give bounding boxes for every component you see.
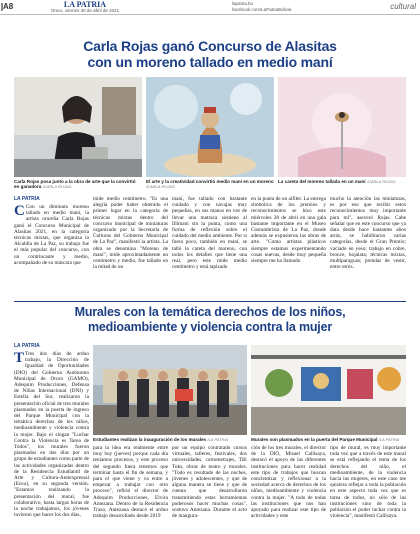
- header-accent-bar: [1, 3, 3, 11]
- article2-column-5-text: tipo de mural, es muy importante toda vez que a través de este mural se está reflejando el tema de los derechos del niño, el medioambiente, de la violencia hacia las mujeres, en este caso me quisiera reflejar a toda la población en este aspecto toda vez que es tarea de todos, no sólo de las instituciones sino de toda la población el poder luchar contra la violencia", manifestó Callisaya.: [330, 445, 406, 520]
- article1-column-2-text: mide medio centímetro. "Es una alegría poder haber obtenido el primer lugar en la categoría de técnicas mixtas dentro del concurso municipal de miniaturas organizado por la Secretaría de Culturas del Gobierno Municipal de La Paz", manifestó la artista. La obra se denomina "Moreno de maní", mide aproximadamente un centímetro y medio, fue tallado en la mitad de un: [93, 196, 168, 271]
- facebook-link[interactable]: facebook.com/LaPatriaBolivia: [232, 6, 292, 12]
- caption-photo-1: [14, 179, 142, 190]
- photo-careta-moreno: [278, 77, 406, 177]
- article2-dropcap: T: [14, 351, 25, 366]
- article2-headline-line2: medioambiente y violencia contra la mujer: [88, 320, 332, 334]
- article2-column-2: [93, 445, 168, 531]
- page-number: A8: [3, 2, 14, 11]
- article2-column-2-text: para la idea era realmente entre muy hoy (jueves) porque cada día teníamos procesos, y este proceso del segundo fuera tenemos que terminar hasta el fin de semana, y para el que viene y va entre a empezar a trabajar con otro proceso", refirió el director de Adequim Producciones, Elvira Antezana. Dentro de la Residencia Trazo, Antezana destacó el arduo trabajo desarrollado desde 2019: [93, 445, 168, 520]
- section-label: cultural: [390, 2, 416, 11]
- article1-headline-line1: Carla Rojas ganó Concurso de Alasitas: [83, 38, 337, 54]
- web-link[interactable]: lapatria.bo: [232, 1, 254, 6]
- article1-headline: [0, 38, 420, 70]
- article2-headline: [0, 305, 420, 335]
- dateline: Oruro, viernes 30 de abril de 2021: [50, 8, 120, 13]
- article1-column-3: [172, 196, 247, 296]
- caption-article2-photo-2-credit: /LA PATRIA: [378, 437, 400, 442]
- caption-photo-2: [146, 179, 274, 190]
- caption-photo-3-text: La careta del moreno tallada en un maní: [278, 179, 366, 184]
- article2-column-1-text: Tres dos días de arduo trabajo, la Dirección de Igualdad de Oportunidades (DIO) del Gobierno Autónomo Municipal de Oruro (GAMO), Adequim Producciones, Defensa de Niñas Internacional (DNI) y Estella del Sur, realizaron la presentación oficial de tres murales plasmados en la puerta de ingreso del Parque Municipal con la temática derechos de los niños, medioambiente y violencia contra la mujer. Bajo el slogan "Luchar Contra la Violencia es Tarea de Todos", los murales fueron plasmados en dos días por un grupo de estudiantes como parte de las actividades organizadas dentro de la Residencia Estudiantil de Arte y Cultura-Antiexpressal (Enca), en su segunda versión. "Estamos realizando la presentación del mural, fue colaborativo, hasta largas horas de la noche trabajamos, los jóvenes tuvieron que hacer los dos días,: [14, 351, 89, 519]
- caption-article2-photo-2: [251, 437, 406, 442]
- social-links: [232, 1, 291, 12]
- caption-article2-photo-2-text: Murales son plasmados en la puerta del Parque Municipal: [251, 437, 378, 442]
- caption-photo-1-text: Carla Rojas posa junto a la obra de arte que la convirtió en ganadora: [14, 179, 136, 190]
- photo-murales-parque: [251, 345, 406, 435]
- caption-article2-photo-1-credit: /LA PATRIA: [207, 437, 229, 442]
- caption-article2-photo-1-text: Estudiantes realizan la inauguración de los murales: [93, 437, 207, 442]
- article1-column-5: [330, 196, 406, 296]
- article1-column-2: [93, 196, 168, 296]
- article2-column-4: [251, 445, 326, 531]
- caption-photo-3-credit: /CARLA ROJAS: [366, 179, 396, 184]
- article2-column-4-text: ción de los tres murales, el director de la DIO, Misael Callisaya, destacó el apoyo de las diferentes instituciones para hacer realidad este tipo de trabajos que buscan concientizar y reflexionar a la sociedad acerca de derechos de los niños, medioambiente y violencia contra la mujer. "A todo de todas las instituciones que nos han apoyado para realizar este tipo de actividades y este: [251, 445, 326, 520]
- article2-column-5: [330, 445, 406, 531]
- caption-photo-1-credit: /CARLA ROJAS: [42, 184, 72, 190]
- article1-column-3-text: maní, fue tallado con bastante cuidado y con navajas muy pequeñas, en sus manos en vez de llevar una matraca sostiene al Illimani sin la punta, como una forma de reflexión sobre el cuidado del medio ambiente. Por si fuera poco, también en maní, se talló la careta del moreno, con todos los detalles que tiene una real, pero este mide medio centímetro y está tapizado: [172, 196, 247, 271]
- article1-dropcap: C: [14, 204, 25, 219]
- article2-column-3: [172, 445, 247, 531]
- article1-byline: LA PATRIA: [14, 196, 40, 202]
- article1-headline-line2: con un moreno tallado en medio maní: [87, 54, 333, 70]
- article2-column-1: [14, 351, 89, 531]
- article2-column-3-text: por un equipo contratado cursos virtuales, talleres, festivales, dos universidades, cortometrajes, TiK Toks, obras de teatro y murales. "Todo es resultado de las noches, jóvenes y adolescentes, y que de alguna manera se tiene y que de cuenta que desarrollaron transmitiendo estas herramientas poderosos hacer muchas cosas", sostuvo Antezana. Durante el acto de inaugura-: [172, 445, 247, 520]
- photo-carla-rojas: [14, 77, 142, 177]
- article2-byline: LA PATRIA: [14, 343, 40, 349]
- photo-moreno-mani: [146, 77, 274, 177]
- article1-column-1: [14, 204, 89, 296]
- caption-photo-2-text: El arte y la creatividad convirtió medio maní en un moreno: [146, 179, 274, 184]
- caption-article2-photo-1: [93, 437, 247, 442]
- article1-column-5-text: mucho la atención las miniaturas, es por eso que recibir estos reconocimientos muy importante para mí", aseveró Rojas. Cabe señalar que en este concurso que ya data desde hace bastantes años atrás, se habilitaron varias categorías, desde el Gran Premio; vaciado en yeso; trabajo en cobre, bronce, hojalata; técnicas mixtas, multiparaguas; prendas de vestir, entre otros.: [330, 196, 406, 271]
- caption-photo-2-credit: /CARLA ROJAS: [146, 184, 175, 190]
- article1-column-4-text: en la punta de un alfiler. La entrega simbólica de los premios y reconocimientos se hizo este miércoles 28 de abril en una gala bastante importante en el Museo Costumbrista de La Paz, donde además se expusieron las obras de arte. "Como artistas plásticos siempre estamos experimentando cosas nuevas, desde muy pequeña siempre me ha llamado: [251, 196, 326, 265]
- article-divider: [14, 301, 406, 302]
- photo-estudiantes-inauguracion: [93, 345, 247, 435]
- newspaper-logo: LA PATRIA: [63, 0, 107, 9]
- article1-column-4: [251, 196, 326, 296]
- article2-headline-line1: Murales con la temática derechos de los niños,: [74, 305, 346, 319]
- article1-column-1-text: Con un diminuto moreno tallado en medio maní, la artista orureña Carla Rojas ganó el Concurso Municipal de Alasitas 2021, en la categoría técnicas mixtas, que organiza la Alcaldía de La Paz, su trabajo fue el más popular del concurso, con un contrincante y medio, acompañado de su máscara que: [14, 204, 89, 266]
- caption-photo-3: [278, 179, 406, 184]
